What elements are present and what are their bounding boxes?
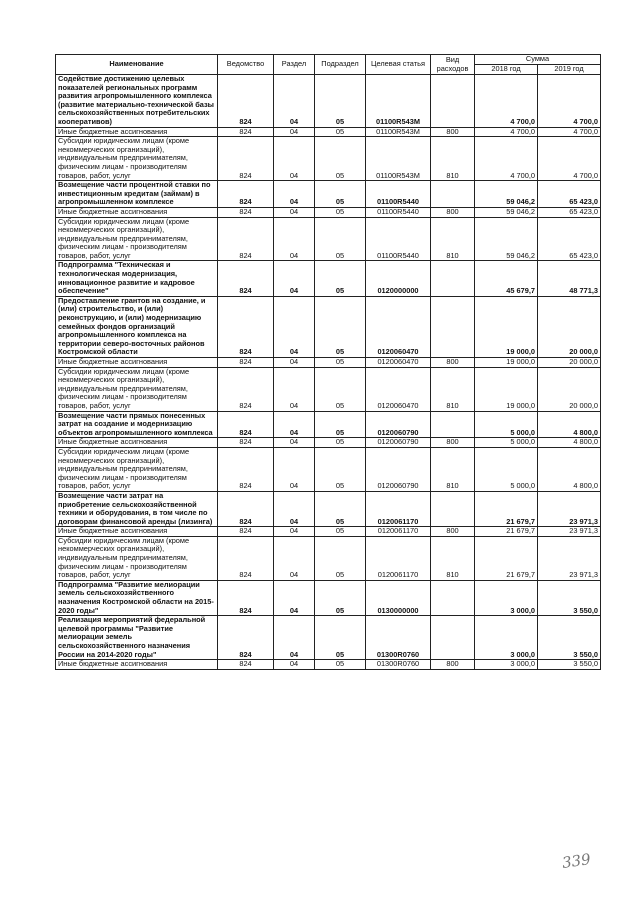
row-2019: 20 000,0 [538, 367, 601, 411]
row-2019: 20 000,0 [538, 296, 601, 357]
table-row [56, 181, 601, 208]
row-2019: 65 423,0 [538, 181, 601, 208]
row-2018: 5 000,0 [475, 447, 538, 491]
row-name: Иные бюджетные ассигнования [56, 438, 218, 448]
row-subsection: 05 [315, 447, 366, 491]
row-ministry: 824 [218, 296, 274, 357]
row-expense: 800 [431, 527, 475, 537]
page-number: 339 [560, 850, 592, 872]
row-subsection: 05 [315, 261, 366, 296]
row-name: Иные бюджетные ассигнования [56, 207, 218, 217]
row-subsection: 05 [315, 181, 366, 208]
row-expense: 800 [431, 207, 475, 217]
row-2018: 45 679,7 [475, 261, 538, 296]
row-section: 04 [274, 438, 315, 448]
row-ministry: 824 [218, 261, 274, 296]
table-row [56, 358, 601, 368]
row-name: Субсидии юридическим лицам (кроме некоммерческих организаций), индивидуальным предпринимателям, физическим лицам - производителям товаров, работ, услуг [56, 137, 218, 181]
row-target: 0120060790 [366, 411, 431, 438]
header-2019: 2019 год [538, 65, 601, 75]
row-target: 0120061170 [366, 536, 431, 580]
row-2018: 5 000,0 [475, 438, 538, 448]
row-ministry: 824 [218, 411, 274, 438]
row-section: 04 [274, 491, 315, 526]
row-expense [431, 181, 475, 208]
row-expense: 800 [431, 127, 475, 137]
row-target: 01100R543M [366, 127, 431, 137]
row-ministry: 824 [218, 491, 274, 526]
row-subsection: 05 [315, 358, 366, 368]
row-subsection: 05 [315, 527, 366, 537]
header-sum: Сумма [475, 55, 601, 65]
row-expense: 810 [431, 367, 475, 411]
row-2018: 5 000,0 [475, 411, 538, 438]
row-2019: 3 550,0 [538, 660, 601, 670]
row-2019: 23 971,3 [538, 536, 601, 580]
row-subsection: 05 [315, 580, 366, 615]
row-ministry: 824 [218, 75, 274, 128]
row-section: 04 [274, 261, 315, 296]
row-ministry: 824 [218, 660, 274, 670]
header-target: Целевая статья [366, 55, 431, 75]
row-ministry: 824 [218, 367, 274, 411]
row-2019: 4 700,0 [538, 137, 601, 181]
row-expense [431, 491, 475, 526]
row-2018: 3 000,0 [475, 580, 538, 615]
row-subsection: 05 [315, 207, 366, 217]
row-target: 01100R5440 [366, 181, 431, 208]
table-row [56, 127, 601, 137]
table-row [56, 261, 601, 296]
row-name: Возмещение части прямых понесенных затрат на создание и модернизацию объектов агропромышленного комплекса [56, 411, 218, 438]
header-subsection: Подраздел [315, 55, 366, 75]
row-target: 0120000000 [366, 261, 431, 296]
row-target: 01100R543M [366, 75, 431, 128]
table-row [56, 527, 601, 537]
row-name: Содействие достижению целевых показателей региональных программ развития агропромышленного комплекса (развитие материально-технической базы сельскохозяйственных потребительских кооперативов) [56, 75, 218, 128]
row-subsection: 05 [315, 367, 366, 411]
row-2019: 23 971,3 [538, 491, 601, 526]
row-2019: 4 800,0 [538, 447, 601, 491]
row-2018: 19 000,0 [475, 367, 538, 411]
row-name: Возмещение части процентной ставки по инвестиционным кредитам (займам) в агропромышленном комплексе [56, 181, 218, 208]
row-ministry: 824 [218, 181, 274, 208]
row-expense: 810 [431, 447, 475, 491]
row-target: 01300R0760 [366, 616, 431, 660]
row-name: Субсидии юридическим лицам (кроме некоммерческих организаций), индивидуальным предпринимателям, физическим лицам - производителям товаров, работ, услуг [56, 217, 218, 261]
row-ministry: 824 [218, 616, 274, 660]
row-target: 01100R543M [366, 137, 431, 181]
row-expense: 800 [431, 660, 475, 670]
row-subsection: 05 [315, 296, 366, 357]
row-ministry: 824 [218, 217, 274, 261]
table-row [56, 536, 601, 580]
row-subsection: 05 [315, 75, 366, 128]
row-2018: 4 700,0 [475, 75, 538, 128]
row-expense [431, 75, 475, 128]
row-target: 0120060790 [366, 447, 431, 491]
row-target: 0120060470 [366, 367, 431, 411]
table-row [56, 137, 601, 181]
row-expense [431, 411, 475, 438]
table-row [56, 616, 601, 660]
row-name: Иные бюджетные ассигнования [56, 660, 218, 670]
table-row [56, 207, 601, 217]
row-ministry: 824 [218, 137, 274, 181]
row-section: 04 [274, 127, 315, 137]
row-target: 01100R5440 [366, 217, 431, 261]
budget-table [55, 54, 601, 670]
row-2018: 3 000,0 [475, 660, 538, 670]
row-subsection: 05 [315, 660, 366, 670]
row-name: Подпрограмма "Техническая и технологическая модернизация, инновационное развитие и кадровое обеспечение" [56, 261, 218, 296]
row-2018: 4 700,0 [475, 127, 538, 137]
row-section: 04 [274, 536, 315, 580]
row-section: 04 [274, 660, 315, 670]
row-expense [431, 616, 475, 660]
row-section: 04 [274, 217, 315, 261]
table-body [56, 75, 601, 670]
row-name: Предоставление грантов на создание, и (или) строительство, и (или) реконструкцию, и (или) модернизацию семейных фондов организаций агропромышленного комплекса на территории северо-восточных районов Костромской области [56, 296, 218, 357]
row-subsection: 05 [315, 491, 366, 526]
table-row [56, 447, 601, 491]
row-ministry: 824 [218, 536, 274, 580]
row-2019: 3 550,0 [538, 616, 601, 660]
row-section: 04 [274, 75, 315, 128]
table-row [56, 296, 601, 357]
row-section: 04 [274, 411, 315, 438]
row-expense: 810 [431, 536, 475, 580]
row-2019: 4 800,0 [538, 438, 601, 448]
row-target: 0120060470 [366, 358, 431, 368]
row-name: Иные бюджетные ассигнования [56, 127, 218, 137]
row-target: 0120060470 [366, 296, 431, 357]
row-ministry: 824 [218, 438, 274, 448]
header-2018: 2018 год [475, 65, 538, 75]
row-target: 0120060790 [366, 438, 431, 448]
header-expense-type: Вид расходов [431, 55, 475, 75]
row-subsection: 05 [315, 137, 366, 181]
row-ministry: 824 [218, 358, 274, 368]
row-section: 04 [274, 181, 315, 208]
row-name: Субсидии юридическим лицам (кроме некоммерческих организаций), индивидуальным предпринимателям, физическим лицам - производителям товаров, работ, услуг [56, 367, 218, 411]
row-name: Иные бюджетные ассигнования [56, 527, 218, 537]
row-2019: 48 771,3 [538, 261, 601, 296]
row-expense: 800 [431, 438, 475, 448]
table-row [56, 367, 601, 411]
table-row [56, 411, 601, 438]
row-section: 04 [274, 447, 315, 491]
row-2018: 21 679,7 [475, 536, 538, 580]
row-ministry: 824 [218, 580, 274, 615]
row-target: 01300R0760 [366, 660, 431, 670]
row-target: 01100R5440 [366, 207, 431, 217]
row-2019: 23 971,3 [538, 527, 601, 537]
row-2018: 19 000,0 [475, 296, 538, 357]
row-ministry: 824 [218, 207, 274, 217]
row-section: 04 [274, 358, 315, 368]
row-2019: 4 700,0 [538, 127, 601, 137]
row-section: 04 [274, 207, 315, 217]
row-name: Реализация мероприятий федеральной целевой программы "Развитие мелиорации земель сельскохозяйственного назначения России на 2014-2020 годы" [56, 616, 218, 660]
row-2018: 21 679,7 [475, 491, 538, 526]
row-expense: 810 [431, 217, 475, 261]
row-subsection: 05 [315, 616, 366, 660]
row-section: 04 [274, 527, 315, 537]
row-expense: 800 [431, 358, 475, 368]
header-section: Раздел [274, 55, 315, 75]
row-expense [431, 261, 475, 296]
row-name: Субсидии юридическим лицам (кроме некоммерческих организаций), индивидуальным предпринимателям, физическим лицам - производителям товаров, работ, услуг [56, 536, 218, 580]
row-expense [431, 580, 475, 615]
row-ministry: 824 [218, 447, 274, 491]
row-expense: 810 [431, 137, 475, 181]
row-2018: 4 700,0 [475, 137, 538, 181]
table-row [56, 660, 601, 670]
row-2018: 59 046,2 [475, 207, 538, 217]
row-2019: 4 700,0 [538, 75, 601, 128]
table-row [56, 438, 601, 448]
row-expense [431, 296, 475, 357]
row-target: 0130000000 [366, 580, 431, 615]
row-2019: 65 423,0 [538, 217, 601, 261]
row-2019: 4 800,0 [538, 411, 601, 438]
row-2018: 59 046,2 [475, 181, 538, 208]
header-ministry: Ведомство [218, 55, 274, 75]
row-ministry: 824 [218, 127, 274, 137]
row-name: Иные бюджетные ассигнования [56, 358, 218, 368]
row-section: 04 [274, 580, 315, 615]
row-2018: 3 000,0 [475, 616, 538, 660]
table-row [56, 217, 601, 261]
row-subsection: 05 [315, 438, 366, 448]
row-2019: 20 000,0 [538, 358, 601, 368]
row-subsection: 05 [315, 536, 366, 580]
row-section: 04 [274, 137, 315, 181]
table-row [56, 580, 601, 615]
row-section: 04 [274, 367, 315, 411]
row-2018: 59 046,2 [475, 217, 538, 261]
row-2019: 3 550,0 [538, 580, 601, 615]
row-2019: 65 423,0 [538, 207, 601, 217]
row-2018: 21 679,7 [475, 527, 538, 537]
header-name: Наименование [56, 55, 218, 75]
row-section: 04 [274, 616, 315, 660]
row-name: Возмещение части затрат на приобретение сельскохозяйственной техники и оборудования, в том числе по договорам финансовой аренды (лизинга) [56, 491, 218, 526]
row-subsection: 05 [315, 127, 366, 137]
table-row [56, 491, 601, 526]
row-name: Субсидии юридическим лицам (кроме некоммерческих организаций), индивидуальным предпринимателям, физическим лицам - производителям товаров, работ, услуг [56, 447, 218, 491]
table-row [56, 75, 601, 128]
row-section: 04 [274, 296, 315, 357]
row-target: 0120061170 [366, 491, 431, 526]
row-2018: 19 000,0 [475, 358, 538, 368]
row-ministry: 824 [218, 527, 274, 537]
row-subsection: 05 [315, 217, 366, 261]
row-target: 0120061170 [366, 527, 431, 537]
row-subsection: 05 [315, 411, 366, 438]
row-name: Подпрограмма "Развитие мелиорации земель сельскохозяйственного назначения Костромской области на 2015-2020 годы" [56, 580, 218, 615]
